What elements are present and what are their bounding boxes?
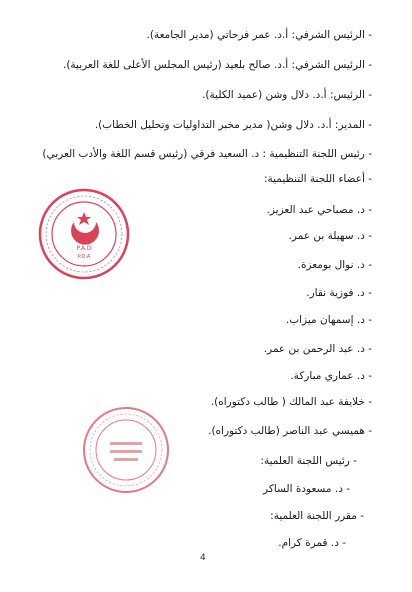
line-scientific-chair-heading: - رئيس اللجنة العلمية: [260, 455, 357, 467]
ministry-stamp-image [80, 404, 172, 496]
member-line: - د. مصباحي عبد العزيز. [266, 204, 372, 216]
member-line: - خلايفة عبد المالك ( طالب دكتوراه). [210, 396, 372, 408]
line-scientific-rapporteur: - د. قمرة كرام. [278, 537, 346, 549]
line-honorary-president-2: - الرئيس الشرفي: أ.د. صالح بلعيد (رئيس المجلس الأعلى للغة العربية). [62, 59, 372, 71]
member-line: - هميسي عبد الناصر (طالب دكتوراه). [208, 425, 372, 437]
line-scientific-chair: - د. مسعودة الساكر [263, 483, 350, 495]
stamp-center-text: P.A.D [76, 245, 92, 252]
member-line: - د. سهيلة بن عمر. [288, 230, 372, 242]
line-organizing-members-heading: - أعضاء اللجنة التنظيمية: [263, 173, 372, 185]
lab-stamp-image [36, 186, 132, 282]
line-organizing-chair: - رئيس اللجنة التنظيمية : د. السعيد فرقي (رئيس قسم اللغة والأدب العربي) [42, 148, 372, 160]
svg-text:P.D.A: P.D.A [77, 254, 91, 260]
member-line: - د. عبد الرحمن بن عمر. [263, 343, 372, 355]
member-line: - د. إسمهان ميزاب. [285, 314, 372, 326]
line-honorary-president-1: - الرئيس الشرفي: أ.د. عمر فرحاتي (مدير الجامعة). [146, 29, 372, 41]
member-line: - د. عماري مباركة. [290, 370, 372, 382]
member-line: - د. نوال بومعزة. [297, 259, 372, 271]
line-director: - المدير: أ.د. دلال وشن( مدير مخبر التداوليات وتحليل الخطاب). [94, 119, 372, 131]
line-president: - الرئيس: أ.د. دلال وشن (عميد الكلية). [202, 89, 372, 101]
member-line: - د. فوزية نقار. [306, 287, 372, 299]
page-number: 4 [200, 553, 206, 563]
line-scientific-rapporteur-heading: - مقرر اللجنة العلمية: [270, 510, 364, 522]
